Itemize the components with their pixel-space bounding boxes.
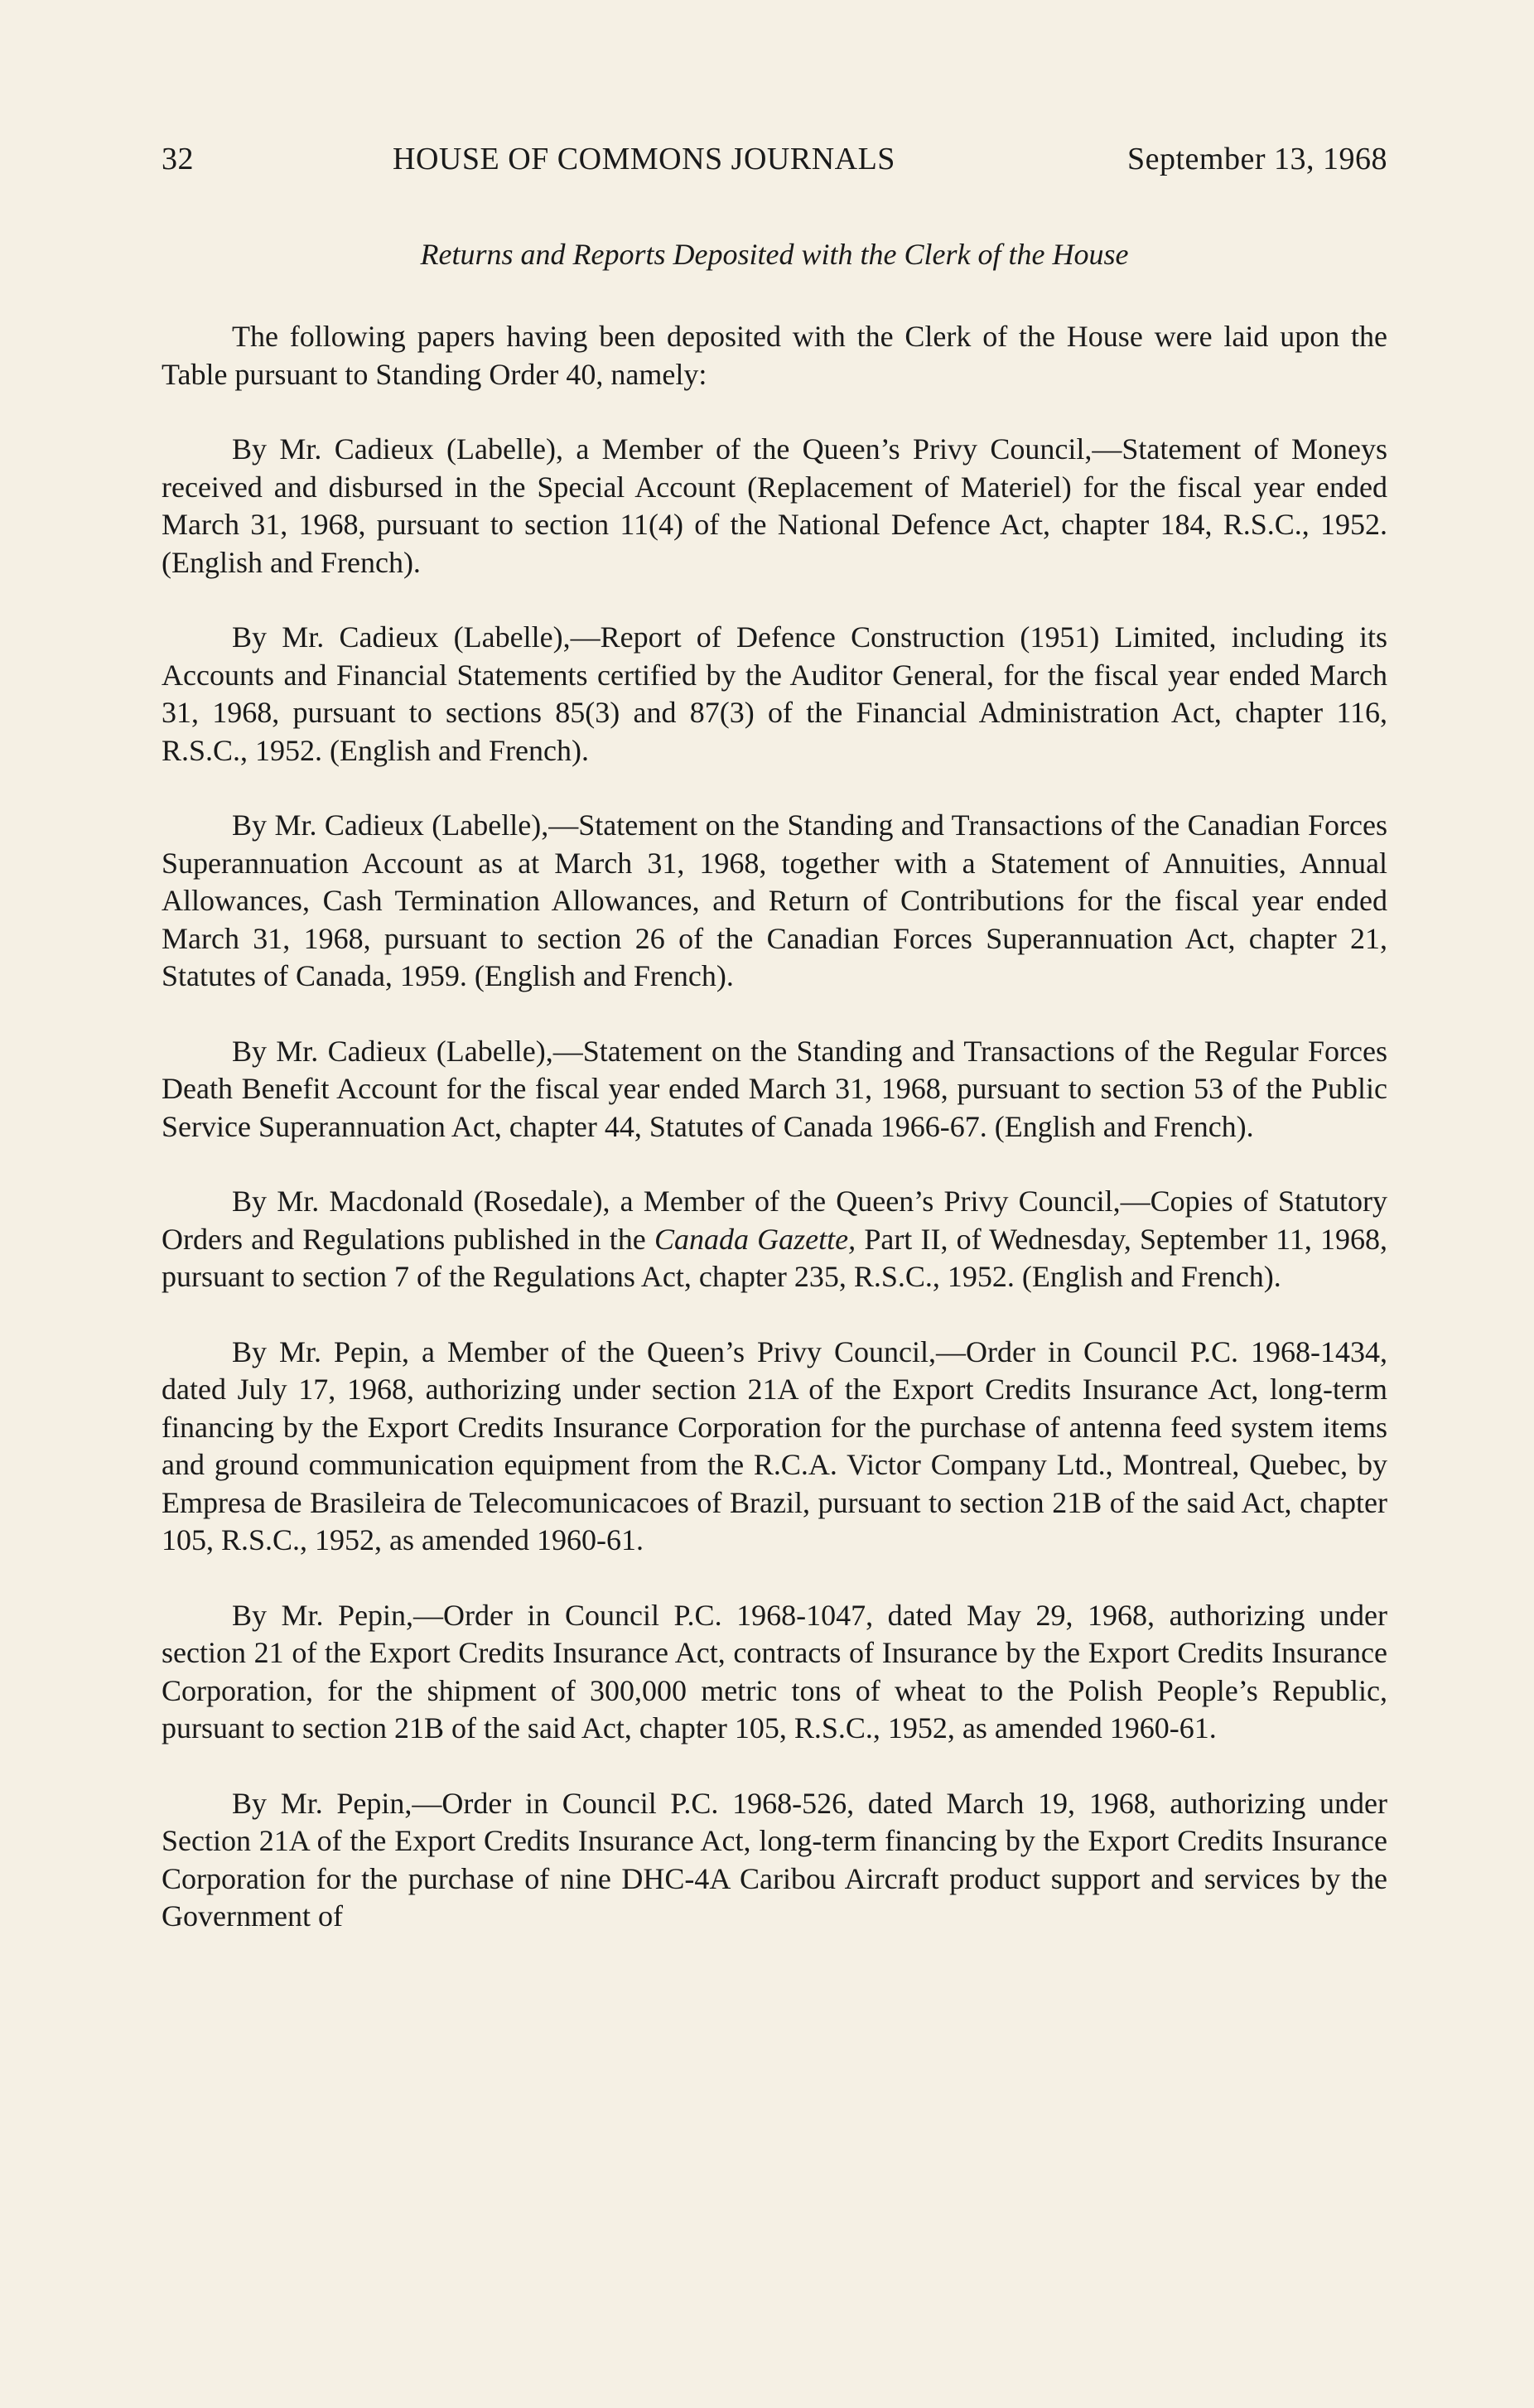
paper-entry <box>162 1183 1387 1296</box>
entry-text-before: By Mr. Macdonald (Rosedale), a Member of the Queen’s Privy Council,—Copies of Statutory Orders and Regulations published in the <box>162 1185 1387 1256</box>
intro-paragraph: The following papers having been deposited with the Clerk of the House were laid upon the Table pursuant to Standing Order 40, namely: <box>162 320 1387 391</box>
issue-date: September 13, 1968 <box>1126 142 1387 176</box>
paper-entry: By Mr. Cadieux (Labelle),—Statement on the Standing and Transactions of the Regular Forces Death Benefit Account for the fiscal year ended March 31, 1968, pursuant to section 53 of the Public Service Superannuation Act, chapter 44, Statutes of Canada 1966-67. (English and French). <box>162 1034 1387 1143</box>
paper-entry: By Mr. Cadieux (Labelle),—Report of Defence Construction (1951) Limited, including its Accounts and Financial Statements certified by the Auditor General, for the fiscal year ended March 31, 1968, pursuant to sections 85(3) and 87(3) of the Financial Administration Act, chapter 116, R.S.C., 1952. (English and French). <box>162 620 1387 767</box>
paper-entry: By Mr. Pepin,—Order in Council P.C. 1968-1047, dated May 29, 1968, authorizing under section 21 of the Export Credits Insurance Act, contracts of Insurance by the Export Credits Insurance Corporation, for the shipment of 300,000 metric tons of wheat to the Polish People’s Republic, pursuant to section 21B of the said Act, chapter 105, R.S.C., 1952, as amended 1960-61. <box>162 1598 1387 1744</box>
paper-entry: By Mr. Cadieux (Labelle),—Statement on the Standing and Transactions of the Canadian Forces Superannuation Account as at March 31, 1968, together with a Statement of Annuities, Annual Allowances, Cash Termination Allowances, and Return of Contributions for the fiscal year ended March 31, 1968, pursuant to section 26 of the Canadian Forces Superannuation Act, chapter 21, Statutes of Canada, 1959. (English and French). <box>162 808 1387 992</box>
paper-entry: By Mr. Cadieux (Labelle), a Member of the Queen’s Privy Council,—Statement of Moneys received and disbursed in the Special Account (Replacement of Materiel) for the fiscal year ended March 31, 1968, pursuant to section 11(4) of the National Defence Act, chapter 184, R.S.C., 1952. (English and French). <box>162 432 1387 579</box>
entry-text-after: Part II, of Wednesday, September 11, 1968, pursuant to section 7 of the Regulations Act, chapter 235, R.S.C., 1952. (English and French). <box>162 1222 1388 1293</box>
page-number: 32 <box>162 142 194 176</box>
paper-entry: By Mr. Pepin,—Order in Council P.C. 1968-526, dated March 19, 1968, authorizing under Section 21A of the Export Credits Insurance Act, long-term financing by the Export Credits Insurance Corporation for the purchase of nine DHC-4A Caribou Aircraft product support and services by the Government of <box>162 1786 1387 1933</box>
publication-title: HOUSE OF COMMONS JOURNALS <box>393 142 895 176</box>
gazette-title: Canada Gazette, <box>654 1222 856 1256</box>
journal-page <box>162 141 1387 1973</box>
section-title: Returns and Reports Deposited with the Clerk of the House <box>420 238 1129 271</box>
running-head <box>162 141 1387 177</box>
paper-entry: By Mr. Pepin, a Member of the Queen’s Privy Council,—Order in Council P.C. 1968-1434, dated July 17, 1968, authorizing under section 21A of the Export Credits Insurance Act, long-term financing by the Export Credits Insurance Corporation for the purchase of antenna feed system items and ground communication equipment from the R.C.A. Victor Company Ltd., Montreal, Quebec, by Empresa de Brasileira de Telecomunicacoes of Brazil, pursuant to section 21B of the said Act, chapter 105, R.S.C., 1952, as amended 1960-61. <box>162 1334 1387 1556</box>
